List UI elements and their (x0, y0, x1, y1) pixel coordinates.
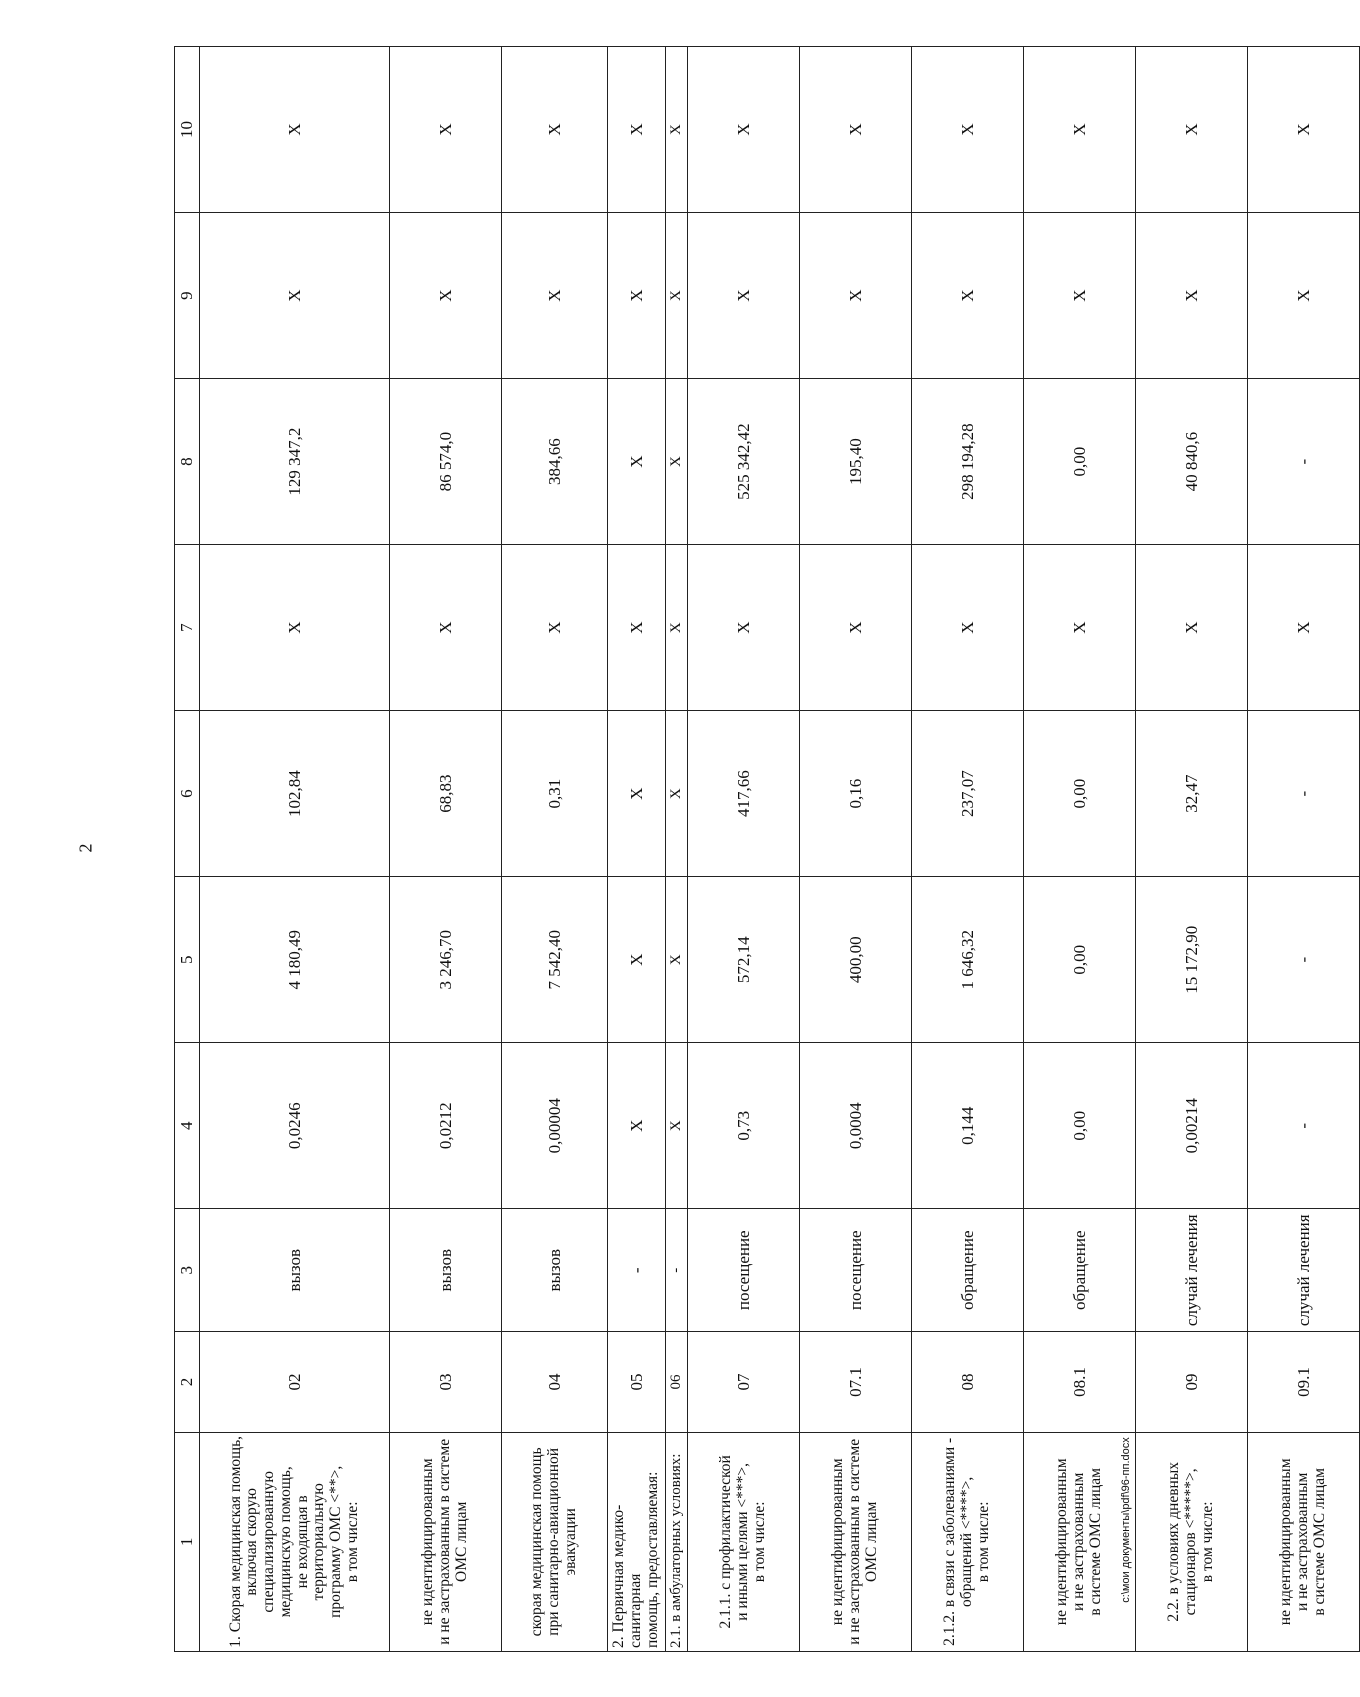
table-row (200, 47, 390, 1652)
table-cell-col-3: обращение (1024, 1209, 1136, 1332)
table-cell-col-4: 0,144 (912, 1043, 1024, 1209)
table-cell-col-5: X (608, 877, 666, 1043)
table-cell-col-8: 40 840,6 (1136, 379, 1248, 545)
table-cell-col-10: X (200, 47, 390, 213)
table-cell-col-10: X (1024, 47, 1136, 213)
table-cell-col-3: обращение (912, 1209, 1024, 1332)
table-cell-col-6: - (1248, 711, 1360, 877)
row-name-cell: не идентифицированным и не застрахованным в системе ОМС лицам (390, 1432, 502, 1651)
table-cell-col-2: 05 (608, 1332, 666, 1432)
table-cell-col-10: X (666, 47, 688, 213)
table-cell-col-9: X (502, 213, 608, 379)
table-cell-col-9: X (800, 213, 912, 379)
table-cell-col-9: X (1024, 213, 1136, 379)
table-cell-col-9: X (666, 213, 688, 379)
header-col-4: 4 (175, 1043, 200, 1209)
table-cell-col-4: 0,00 (1024, 1043, 1136, 1209)
table-cell-col-9: X (1248, 213, 1360, 379)
table-row (390, 47, 502, 1652)
table-cell-col-5: 7 542,40 (502, 877, 608, 1043)
table-row (1024, 47, 1136, 1652)
table-cell-col-7: X (688, 545, 800, 711)
data-table (174, 46, 1360, 1652)
row-name-cell: 2. Первичная медико-санитарная помощь, предоставляемая: (608, 1432, 666, 1651)
table-cell-col-3: вызов (502, 1209, 608, 1332)
row-name-cell: 2.2. в условиях дневных стационаров <*****>, в том числе: (1136, 1432, 1248, 1651)
table-header-row (175, 47, 200, 1652)
table-row (666, 47, 688, 1652)
table-cell-col-6: X (666, 711, 688, 877)
table-cell-col-7: X (200, 545, 390, 711)
table-cell-col-9: X (390, 213, 502, 379)
table-cell-col-6: 102,84 (200, 711, 390, 877)
table-cell-col-2: 08 (912, 1332, 1024, 1432)
header-col-2: 2 (175, 1332, 200, 1432)
table-cell-col-10: X (800, 47, 912, 213)
footer-file-path: c:\мои документы\pdf\96-пп.docx (1120, 1437, 1132, 1603)
table-cell-col-2: 03 (390, 1332, 502, 1432)
table-cell-col-2: 09.1 (1248, 1332, 1360, 1432)
table-cell-col-8: 195,40 (800, 379, 912, 545)
table-cell-col-2: 08.1 (1024, 1332, 1136, 1432)
table-cell-col-5: X (666, 877, 688, 1043)
row-name-cell: 2.1.2. в связи с заболеваниями - обращений <****>, в том числе: (912, 1432, 1024, 1651)
table-cell-col-10: X (1248, 47, 1360, 213)
table-cell-col-2: 06 (666, 1332, 688, 1432)
table-cell-col-3: - (608, 1209, 666, 1332)
table-cell-col-4: 0,00004 (502, 1043, 608, 1209)
table-cell-col-2: 07 (688, 1332, 800, 1432)
table-cell-col-7: X (390, 545, 502, 711)
row-name-cell: 1. Скорая медицинская помощь, включая скорую специализированную медицинскую помощь, не входящая в территориальную программу ОМС <**>, в том числе: (200, 1432, 390, 1651)
header-col-8: 8 (175, 379, 200, 545)
table-cell-col-3: вызов (200, 1209, 390, 1332)
table-cell-col-4: 0,0246 (200, 1043, 390, 1209)
table-cell-col-10: X (608, 47, 666, 213)
table-cell-col-7: X (800, 545, 912, 711)
table-cell-col-4: X (608, 1043, 666, 1209)
table-cell-col-2: 04 (502, 1332, 608, 1432)
table-cell-col-10: X (502, 47, 608, 213)
row-name-cell: 2.1. в амбулаторных условиях: (666, 1432, 688, 1651)
table-cell-col-3: посещение (800, 1209, 912, 1332)
table-cell-col-6: 237,07 (912, 711, 1024, 877)
table-cell-col-7: X (1024, 545, 1136, 711)
table-cell-col-7: X (608, 545, 666, 711)
table-row (688, 47, 800, 1652)
table-row (608, 47, 666, 1652)
header-col-10: 10 (175, 47, 200, 213)
table-cell-col-10: X (912, 47, 1024, 213)
table-cell-col-10: X (390, 47, 502, 213)
table-cell-col-10: X (688, 47, 800, 213)
table-cell-col-4: 0,0004 (800, 1043, 912, 1209)
table-cell-col-5: 1 646,32 (912, 877, 1024, 1043)
row-name-cell: скорая медицинская помощь при санитарно-авиационной эвакуации (502, 1432, 608, 1651)
table-cell-col-6: X (608, 711, 666, 877)
table-cell-col-6: 0,16 (800, 711, 912, 877)
table-cell-col-5: 15 172,90 (1136, 877, 1248, 1043)
table-cell-col-9: X (200, 213, 390, 379)
row-name-cell: не идентифицированным и не застрахованным в системе ОМС лицам (1024, 1432, 1136, 1651)
table-cell-col-5: - (1248, 877, 1360, 1043)
table-cell-col-7: X (1136, 545, 1248, 711)
page-number: 2 (75, 843, 96, 853)
table-cell-col-7: X (912, 545, 1024, 711)
table-row (912, 47, 1024, 1652)
table-cell-col-10: X (1136, 47, 1248, 213)
table-cell-col-6: 68,83 (390, 711, 502, 877)
table-row (800, 47, 912, 1652)
header-col-9: 9 (175, 213, 200, 379)
table-cell-col-5: 400,00 (800, 877, 912, 1043)
table-cell-col-5: 3 246,70 (390, 877, 502, 1043)
table-cell-col-9: X (1136, 213, 1248, 379)
header-col-7: 7 (175, 545, 200, 711)
header-col-3: 3 (175, 1209, 200, 1332)
row-name-cell: 2.1.1. с профилактической и иными целями <***>, в том числе: (688, 1432, 800, 1651)
table-cell-col-3: посещение (688, 1209, 800, 1332)
table-cell-col-8: 384,66 (502, 379, 608, 545)
table-cell-col-2: 09 (1136, 1332, 1248, 1432)
table-cell-col-7: X (1248, 545, 1360, 711)
table-cell-col-4: 0,00214 (1136, 1043, 1248, 1209)
header-col-1: 1 (175, 1432, 200, 1651)
table-cell-col-8: - (1248, 379, 1360, 545)
table-cell-col-6: 32,47 (1136, 711, 1248, 877)
table-cell-col-4: 0,0212 (390, 1043, 502, 1209)
table-cell-col-8: 525 342,42 (688, 379, 800, 545)
table-cell-col-8: 298 194,28 (912, 379, 1024, 545)
table-cell-col-2: 02 (200, 1332, 390, 1432)
table-cell-col-6: 417,66 (688, 711, 800, 877)
row-name-cell: не идентифицированным и не застрахованным в системе ОМС лицам (1248, 1432, 1360, 1651)
table-cell-col-9: X (608, 213, 666, 379)
table-cell-col-4: X (666, 1043, 688, 1209)
table-cell-col-5: 0,00 (1024, 877, 1136, 1043)
table-row (1136, 47, 1248, 1652)
table-cell-col-9: X (688, 213, 800, 379)
table-cell-col-6: 0,00 (1024, 711, 1136, 877)
table-cell-col-8: 0,00 (1024, 379, 1136, 545)
table-row (1248, 47, 1360, 1652)
table-cell-col-4: 0,73 (688, 1043, 800, 1209)
table-cell-col-8: 86 574,0 (390, 379, 502, 545)
table-cell-col-4: - (1248, 1043, 1360, 1209)
header-col-5: 5 (175, 877, 200, 1043)
table-cell-col-7: X (666, 545, 688, 711)
table-cell-col-8: 129 347,2 (200, 379, 390, 545)
table-cell-col-3: - (666, 1209, 688, 1332)
table-cell-col-5: 4 180,49 (200, 877, 390, 1043)
table-cell-col-3: случай лечения (1248, 1209, 1360, 1332)
table-cell-col-3: случай лечения (1136, 1209, 1248, 1332)
table-cell-col-2: 07.1 (800, 1332, 912, 1432)
row-name-cell: не идентифицированным и не застрахованным в системе ОМС лицам (800, 1432, 912, 1651)
table-cell-col-5: 572,14 (688, 877, 800, 1043)
table-cell-col-3: вызов (390, 1209, 502, 1332)
header-col-6: 6 (175, 711, 200, 877)
table-cell-col-8: X (666, 379, 688, 545)
table-cell-col-9: X (912, 213, 1024, 379)
table-cell-col-7: X (502, 545, 608, 711)
table-body (200, 47, 1360, 1652)
table-cell-col-8: X (608, 379, 666, 545)
table-cell-col-6: 0,31 (502, 711, 608, 877)
table-row (502, 47, 608, 1652)
